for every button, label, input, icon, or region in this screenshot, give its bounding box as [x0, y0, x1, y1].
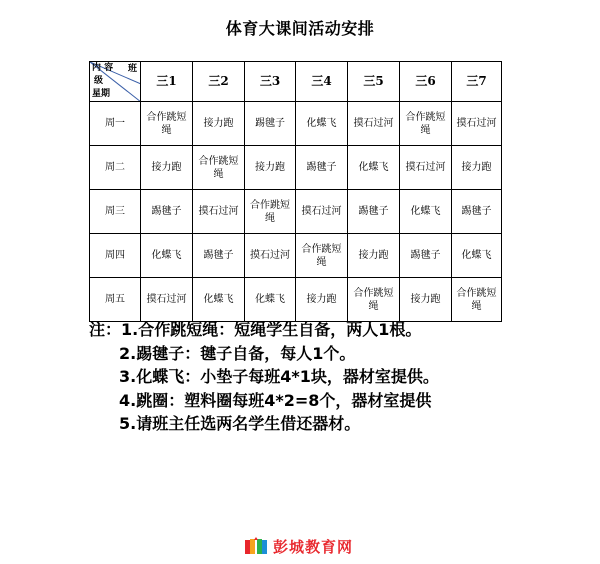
header-row	[90, 62, 502, 102]
site-logo	[244, 535, 353, 557]
note-item: 5.请班主任选两名学生借还器材。	[119, 414, 361, 433]
class-header: 三5	[348, 62, 400, 102]
table-row	[90, 190, 502, 234]
activity-cell: 接力跑	[141, 146, 193, 190]
activity-cell: 接力跑	[245, 146, 296, 190]
activity-cell: 化蝶飞	[296, 102, 348, 146]
note-item: 3.化蝶飞：小垫子每班4*1块，器材室提供。	[119, 367, 439, 386]
activity-cell: 接力跑	[400, 278, 452, 322]
activity-cell: 合作跳短绳	[348, 278, 400, 322]
corner-grade-label: 级	[94, 76, 104, 86]
activity-cell: 合作跳短绳	[400, 102, 452, 146]
class-header: 三1	[141, 62, 193, 102]
activity-cell: 化蝶飞	[245, 278, 296, 322]
corner-weekday-label: 星期	[92, 89, 111, 99]
page-title: 体育大课间活动安排	[225, 19, 375, 38]
schedule-table	[89, 61, 502, 322]
corner-cell	[90, 62, 141, 102]
class-header: 三4	[296, 62, 348, 102]
corner-content-label: 内 容	[92, 63, 114, 73]
table-row	[90, 146, 502, 190]
table-row	[90, 278, 502, 322]
book-icon	[244, 536, 268, 556]
activity-cell: 摸石过河	[296, 190, 348, 234]
weekday-cell: 周三	[90, 190, 141, 234]
activity-cell: 接力跑	[193, 102, 245, 146]
activity-cell: 合作跳短绳	[141, 102, 193, 146]
activity-cell: 摸石过河	[193, 190, 245, 234]
activity-cell: 化蝶飞	[400, 190, 452, 234]
note-item: 4.跳圈：塑料圈每班4*2=8个，器材室提供	[119, 390, 432, 410]
activity-cell: 接力跑	[348, 234, 400, 278]
activity-cell: 踢毽子	[452, 190, 502, 234]
note-item: 注：1.合作跳短绳：短绳学生自备，两人1根。	[89, 320, 422, 339]
table-row	[90, 102, 502, 146]
activity-cell: 合作跳短绳	[245, 190, 296, 234]
notes-section	[89, 318, 529, 436]
activity-cell: 化蝶飞	[348, 146, 400, 190]
activity-cell: 接力跑	[452, 146, 502, 190]
class-header: 三3	[245, 62, 296, 102]
table-row	[90, 234, 502, 278]
activity-cell: 化蝶飞	[452, 234, 502, 278]
activity-cell: 踢毽子	[193, 234, 245, 278]
note-item: 2.踢毽子：毽子自备，每人1个。	[119, 343, 356, 363]
activity-cell: 摸石过河	[452, 102, 502, 146]
class-header: 三7	[452, 62, 502, 102]
activity-cell: 摸石过河	[245, 234, 296, 278]
activity-cell: 合作跳短绳	[296, 234, 348, 278]
activity-cell: 合作跳短绳	[452, 278, 502, 322]
activity-cell: 化蝶飞	[193, 278, 245, 322]
weekday-cell: 周一	[90, 102, 141, 146]
weekday-cell: 周五	[90, 278, 141, 322]
weekday-cell: 周四	[90, 234, 141, 278]
activity-cell: 合作跳短绳	[193, 146, 245, 190]
corner-class-label: 班	[127, 64, 137, 74]
class-header: 三2	[193, 62, 245, 102]
activity-cell: 摸石过河	[141, 278, 193, 322]
activity-cell: 接力跑	[296, 278, 348, 322]
class-header: 三6	[400, 62, 452, 102]
weekday-cell: 周二	[90, 146, 141, 190]
activity-cell: 踢毽子	[245, 102, 296, 146]
activity-cell: 摸石过河	[348, 102, 400, 146]
activity-cell: 踢毽子	[296, 146, 348, 190]
activity-cell: 踢毽子	[400, 234, 452, 278]
logo-text: 彭城教育网	[273, 537, 354, 556]
activity-cell: 踢毽子	[348, 190, 400, 234]
activity-cell: 踢毽子	[141, 190, 193, 234]
activity-cell: 化蝶飞	[141, 234, 193, 278]
activity-cell: 摸石过河	[400, 146, 452, 190]
